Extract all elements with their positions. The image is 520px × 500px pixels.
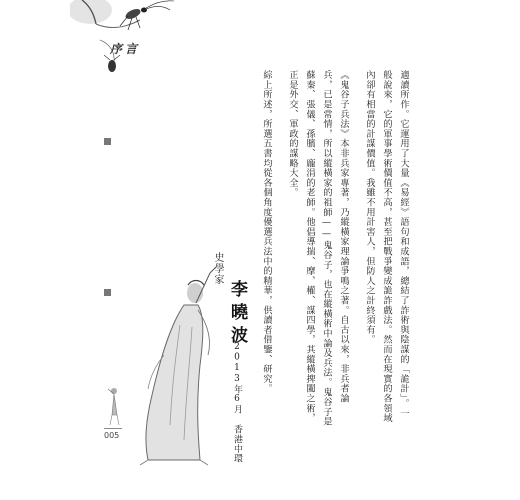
signature-date: 2013年6月 香港中環 [232, 342, 242, 464]
page-number: 005 [104, 431, 120, 440]
author-title: 史學家 [212, 252, 223, 285]
text-column-6: 蘇秦、張儀、孫臏、龐涓的老師。他倡導揣、摩、權、謀四學，其縱橫捭闔之術， [304, 70, 315, 423]
ink-cricket-illustration [70, 0, 180, 75]
text-column-4: 《鬼谷子兵法》本非兵家專著，乃縱橫家理論爭鳴之著。自古以來，非兵者論 [338, 70, 349, 404]
text-column-7: 正是外交、軍政的謀略大全。 [287, 70, 298, 198]
footer-rule [104, 428, 122, 429]
text-column-2: 般說來，它的軍事學術價值不高，甚至把戰爭變成詭詐戲法。然而在現實的各領域 [381, 70, 392, 423]
section-title: 序言 [110, 42, 141, 56]
text-column-3: 內卻有相當的計謀價值。我雖不用計害人，但防人之計終須有。 [364, 70, 375, 345]
margin-bullet [104, 138, 111, 145]
text-column-1: 適讀所作。它運用了大量《易經》語句和成語，總結了詐術與陰謀的「詭計」。一 [398, 70, 409, 419]
author-name: 李曉波 [227, 280, 247, 349]
text-column-8: 綜上所述，所選五書均從各個角度優選兵法中的精華，供讀者借鑒、研究。 [261, 70, 272, 394]
text-column-5: 兵，已是常情，所以縱橫家的祖師——鬼谷子，也在縱橫術中論及兵法。鬼谷子是 [321, 70, 332, 427]
